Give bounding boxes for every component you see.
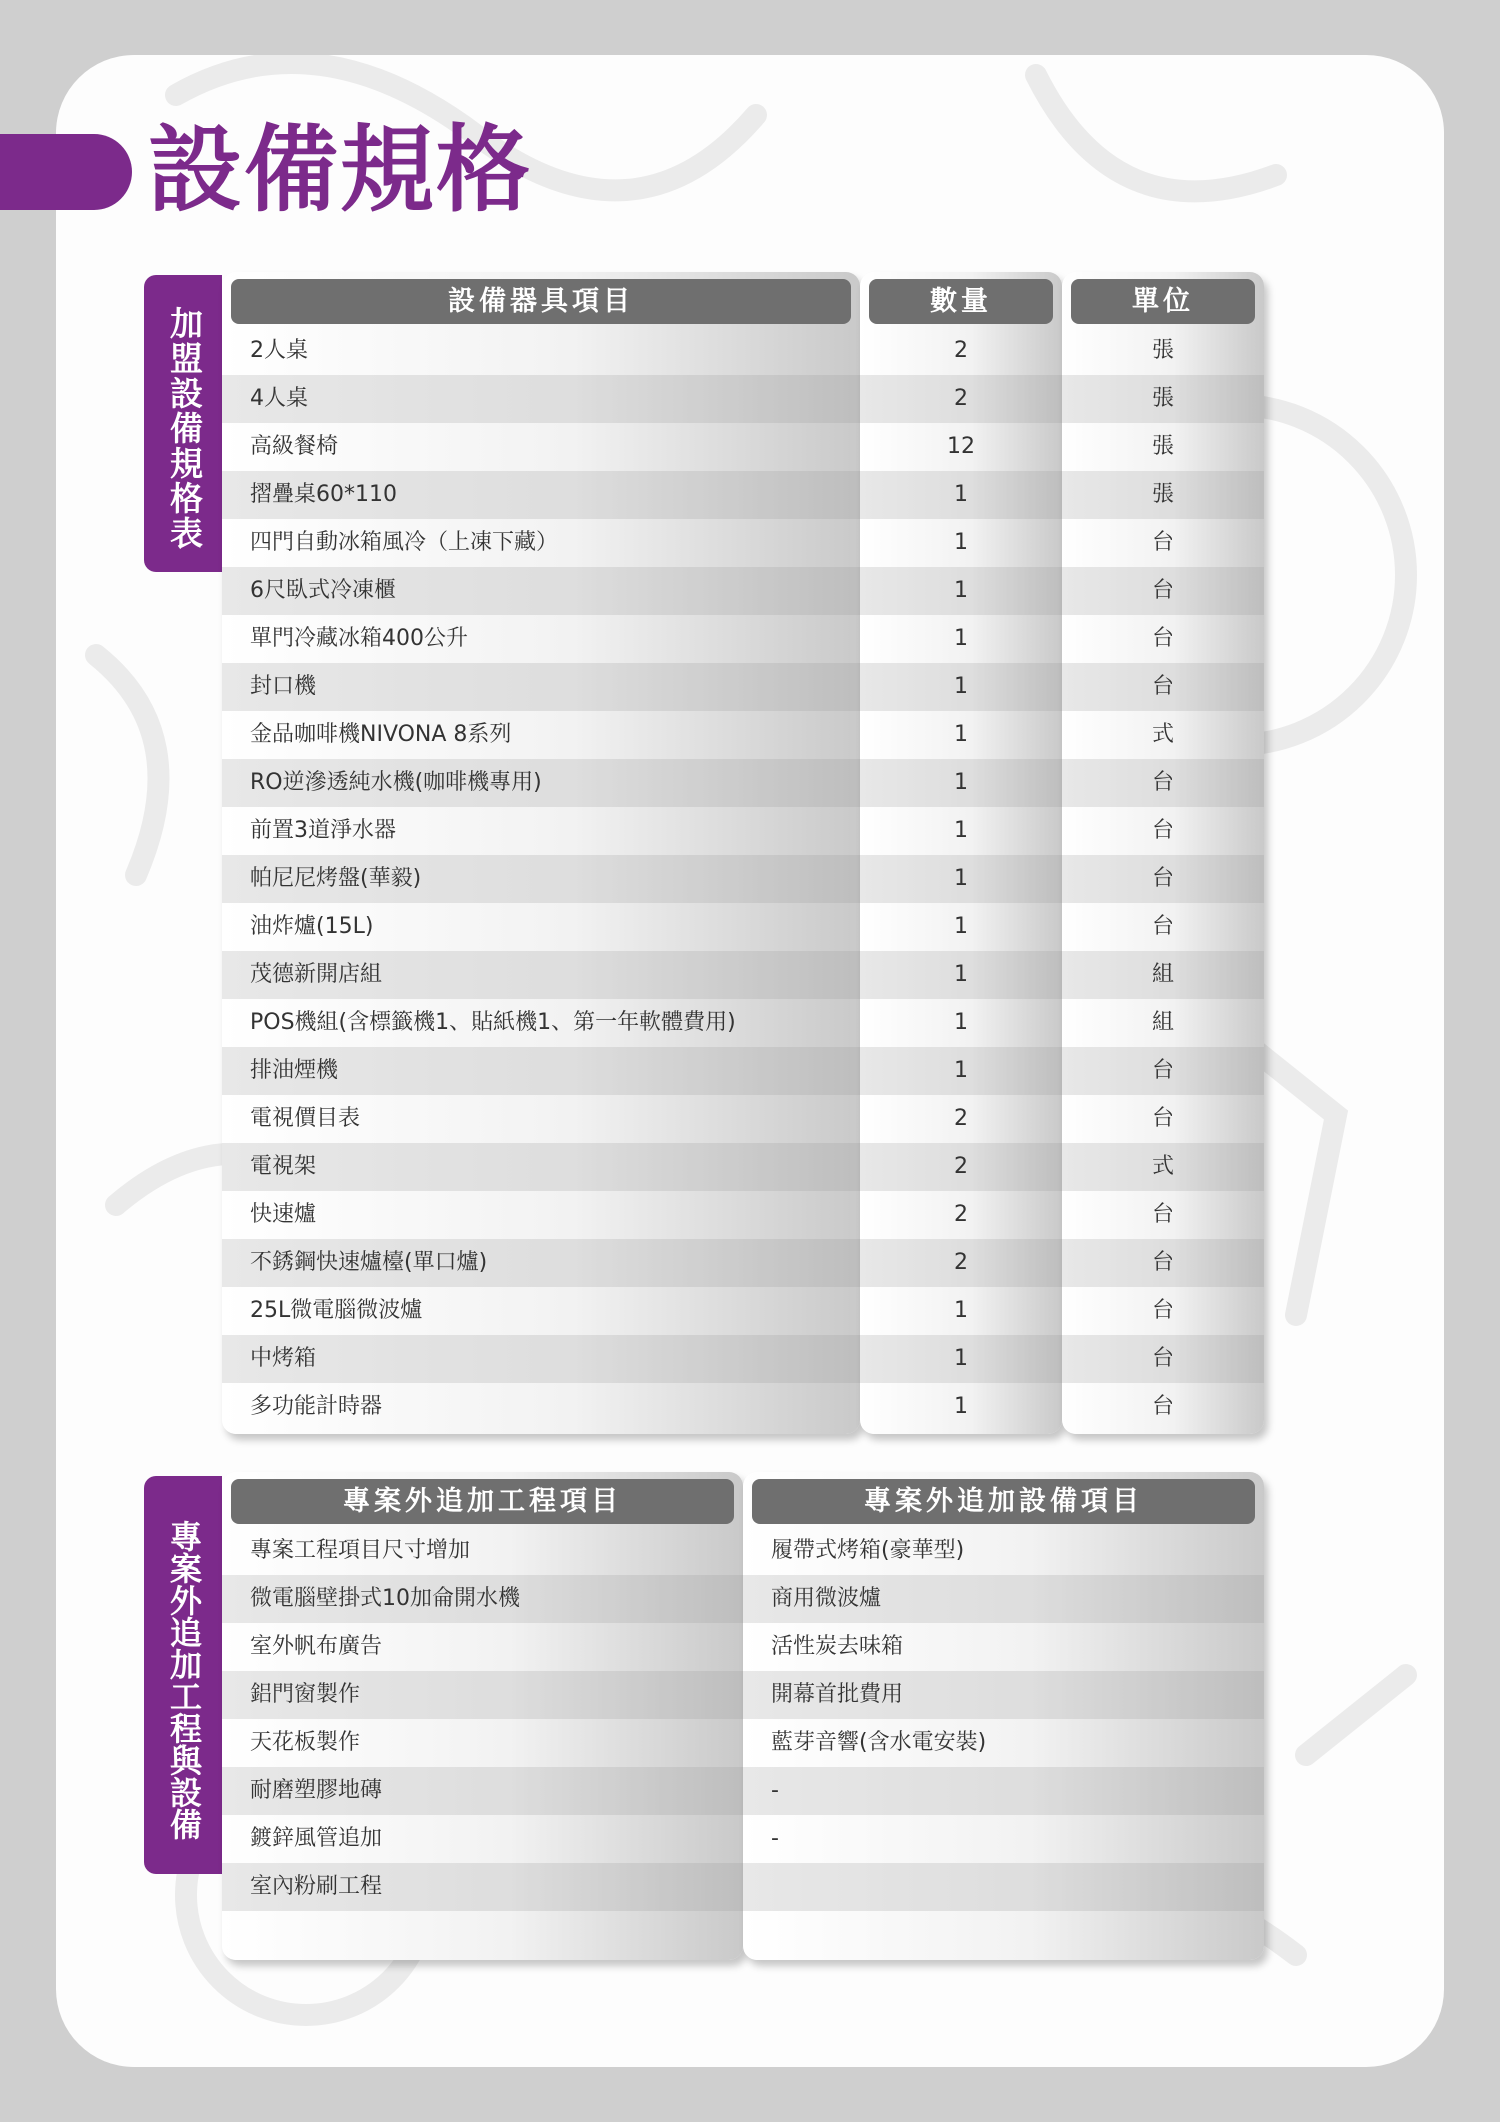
equipment-item-cell: 中烤箱 [222, 1335, 860, 1383]
extra-engineering-cell: 鍍鋅風管追加 [250, 1826, 383, 1851]
extra-equipment-cell: - [771, 1826, 779, 1851]
extra-engineering-cell: 室外帆布廣告 [250, 1634, 383, 1659]
equipment-item-cell: 單門冷藏冰箱400公升 [250, 626, 468, 651]
equipment-item-cell: 6尺臥式冷凍櫃 [222, 567, 860, 615]
page-title: 設備規格 [148, 116, 533, 225]
unit-cell: 台 [1151, 626, 1174, 651]
unit-cell: 張 [1151, 434, 1174, 459]
extra-engineering-cell: 耐磨塑膠地磚 [222, 1767, 743, 1815]
equipment-item-header: 設備器具項目 [231, 279, 851, 324]
equipment-item-cell: 電視價目表 [250, 1106, 361, 1131]
quantity-cell: 1 [860, 1335, 1062, 1383]
unit-cell: 台 [1151, 1298, 1174, 1323]
quantity-cell: 12 [947, 434, 975, 459]
quantity-header: 數量 [869, 279, 1053, 324]
extra-equipment-cell: 活性炭去味箱 [771, 1634, 904, 1659]
quantity-cell: 1 [954, 1298, 968, 1323]
equipment-item-cell: POS機組(含標籤機1、貼紙機1、第一年軟體費用) [250, 1010, 736, 1035]
equipment-item-cell: 排油煙機 [222, 1047, 860, 1095]
quantity-cell: 1 [860, 567, 1062, 615]
unit-cell: 台 [1062, 567, 1264, 615]
equipment-item-cell: 高級餐椅 [250, 434, 339, 459]
unit-column [1062, 272, 1264, 1434]
unit-list [1062, 327, 1264, 1431]
quantity-cell: 2 [954, 338, 968, 363]
extra-engineering-cell: 天花板製作 [250, 1730, 361, 1755]
equipment-item-cell: 四門自動冰箱風冷（上凍下藏） [250, 530, 559, 555]
unit-cell: 台 [1062, 1047, 1264, 1095]
quantity-cell: 1 [860, 759, 1062, 807]
quantity-cell: 1 [954, 1010, 968, 1035]
quantity-column [860, 272, 1062, 1434]
quantity-cell: 2 [860, 375, 1062, 423]
quantity-cell: 1 [954, 818, 968, 843]
unit-cell: 台 [1062, 759, 1264, 807]
unit-cell: 張 [1151, 338, 1174, 363]
equipment-item-cell: 快速爐 [250, 1202, 317, 1227]
title-accent-tab [0, 134, 132, 210]
extra-equipment-cell: 開幕首批費用 [743, 1671, 1264, 1719]
equipment-item-cell: 封口機 [222, 663, 860, 711]
equipment-item-cell: 帕尼尼烤盤(華毅) [222, 855, 860, 903]
unit-cell: 台 [1062, 663, 1264, 711]
extra-engineering-header: 專案外追加工程項目 [231, 1479, 734, 1524]
equipment-item-cell: 4人桌 [222, 375, 860, 423]
equipment-item-list [222, 327, 860, 1431]
equipment-item-cell: RO逆滲透純水機(咖啡機專用) [222, 759, 860, 807]
quantity-cell: 1 [860, 855, 1062, 903]
extra-equipment-cell: 商用微波爐 [743, 1575, 1264, 1623]
section2-side-label: 專案外追加工程與設備 [144, 1476, 222, 1874]
quantity-cell: 1 [954, 626, 968, 651]
quantity-cell: 2 [860, 1143, 1062, 1191]
quantity-cell: 1 [954, 530, 968, 555]
extra-equipment-cell [743, 1863, 1264, 1911]
unit-cell: 台 [1151, 914, 1174, 939]
extra-equipment-header: 專案外追加設備項目 [752, 1479, 1255, 1524]
quantity-cell: 1 [954, 1394, 968, 1419]
equipment-item-cell: 油炸爐(15L) [250, 914, 374, 939]
quantity-cell: 1 [954, 722, 968, 747]
quantity-cell: 1 [860, 951, 1062, 999]
quantity-cell: 1 [860, 1047, 1062, 1095]
unit-cell: 台 [1151, 1394, 1174, 1419]
equipment-item-cell: 茂德新開店組 [222, 951, 860, 999]
equipment-item-cell: 前置3道淨水器 [250, 818, 396, 843]
extra-equipment-cell: 藍芽音響(含水電安裝) [771, 1730, 987, 1755]
unit-cell: 台 [1151, 1106, 1174, 1131]
equipment-item-cell: 多功能計時器 [250, 1394, 383, 1419]
quantity-cell: 1 [860, 471, 1062, 519]
extra-equipment-list [743, 1527, 1264, 1911]
extra-engineering-cell: 微電腦壁掛式10加侖開水機 [222, 1575, 743, 1623]
equipment-item-cell: 電視架 [222, 1143, 860, 1191]
equipment-item-cell: 2人桌 [250, 338, 308, 363]
unit-cell: 張 [1062, 471, 1264, 519]
extra-engineering-cell: 鋁門窗製作 [222, 1671, 743, 1719]
unit-cell: 台 [1151, 530, 1174, 555]
unit-cell: 式 [1062, 1143, 1264, 1191]
unit-cell: 台 [1151, 818, 1174, 843]
unit-cell: 張 [1062, 375, 1264, 423]
extra-engineering-cell: 專案工程項目尺寸增加 [250, 1538, 471, 1563]
unit-cell: 組 [1151, 1010, 1174, 1035]
unit-cell: 組 [1062, 951, 1264, 999]
quantity-list [860, 327, 1062, 1431]
equipment-item-cell: 摺疊桌60*110 [222, 471, 860, 519]
unit-cell: 式 [1151, 722, 1174, 747]
extra-equipment-column [743, 1472, 1264, 1960]
unit-cell: 台 [1062, 1239, 1264, 1287]
quantity-cell: 2 [954, 1106, 968, 1131]
quantity-cell: 1 [954, 914, 968, 939]
quantity-cell: 1 [860, 663, 1062, 711]
equipment-item-column [222, 272, 860, 1434]
unit-header: 單位 [1071, 279, 1255, 324]
extra-equipment-cell: 履帶式烤箱(豪華型) [771, 1538, 965, 1563]
extra-engineering-column [222, 1472, 743, 1960]
section1-side-label: 加盟設備規格表 [144, 275, 222, 572]
equipment-item-cell: 金品咖啡機NIVONA 8系列 [250, 722, 512, 747]
extra-engineering-list [222, 1527, 743, 1911]
unit-cell: 台 [1151, 1202, 1174, 1227]
equipment-item-cell: 不銹鋼快速爐檯(單口爐) [222, 1239, 860, 1287]
unit-cell: 台 [1062, 1335, 1264, 1383]
quantity-cell: 2 [860, 1239, 1062, 1287]
extra-engineering-cell: 室內粉刷工程 [222, 1863, 743, 1911]
quantity-cell: 2 [954, 1202, 968, 1227]
unit-cell: 台 [1062, 855, 1264, 903]
equipment-item-cell: 25L微電腦微波爐 [250, 1298, 423, 1323]
extra-equipment-cell: - [743, 1767, 1264, 1815]
